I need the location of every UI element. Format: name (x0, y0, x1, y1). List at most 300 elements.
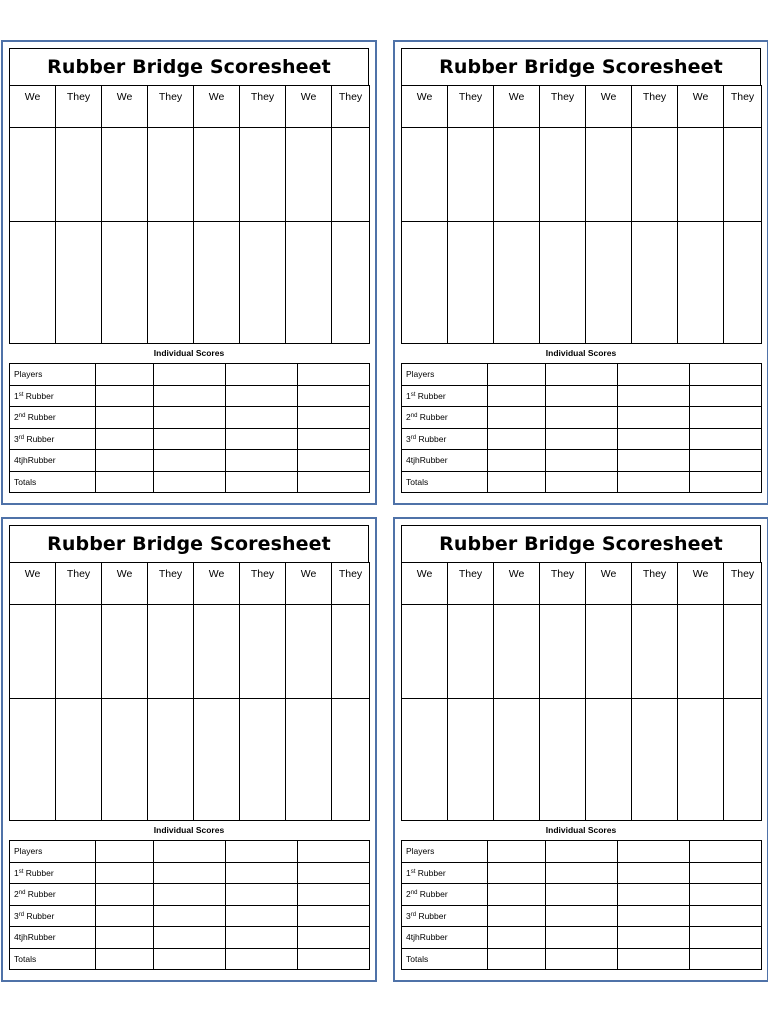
individual-score-cell[interactable] (96, 905, 154, 927)
row-label-suffix: Rubber (23, 390, 54, 401)
row-label (10, 385, 96, 407)
score-cell[interactable] (240, 128, 286, 222)
individual-score-cell[interactable] (154, 407, 226, 429)
score-cell[interactable] (448, 222, 494, 344)
score-cell[interactable] (632, 222, 678, 344)
individual-score-cell[interactable] (298, 862, 370, 884)
score-cell[interactable] (10, 222, 56, 344)
individual-score-cell[interactable] (226, 927, 298, 949)
row-label-ordinal: st (18, 868, 24, 875)
row-label (402, 471, 488, 493)
individual-score-cell[interactable] (690, 407, 762, 429)
score-cell[interactable] (678, 699, 724, 821)
score-cell[interactable] (632, 699, 678, 821)
individual-score-cell[interactable] (690, 927, 762, 949)
score-cell[interactable] (494, 605, 540, 699)
score-cell[interactable] (148, 128, 194, 222)
individual-score-cell[interactable] (298, 364, 370, 386)
individual-score-cell[interactable] (546, 364, 618, 386)
individual-score-cell[interactable] (546, 385, 618, 407)
row-label-suffix: Rubber (416, 433, 447, 444)
individual-score-row (10, 905, 370, 927)
individual-score-cell[interactable] (488, 927, 546, 949)
row-label-main: 4tjhRubber (406, 455, 448, 466)
score-cell[interactable] (56, 222, 102, 344)
column-header-we: We (286, 86, 332, 128)
row-label-ordinal: nd (18, 890, 26, 897)
individual-score-cell[interactable] (618, 905, 690, 927)
score-cell[interactable] (286, 699, 332, 821)
row-label-main: 1 (14, 390, 19, 401)
column-header-they: They (540, 563, 586, 605)
score-table (401, 562, 762, 821)
score-cell[interactable] (632, 605, 678, 699)
individual-score-cell[interactable] (154, 884, 226, 906)
row-label (10, 450, 96, 472)
individual-score-cell[interactable] (226, 407, 298, 429)
column-header-they: They (724, 86, 762, 128)
row-label-main: 1 (14, 867, 19, 878)
score-above-line-row (402, 128, 762, 222)
individual-score-cell[interactable] (298, 407, 370, 429)
individual-score-cell[interactable] (690, 450, 762, 472)
individual-score-cell[interactable] (226, 364, 298, 386)
individual-score-cell[interactable] (154, 471, 226, 493)
individual-score-cell[interactable] (488, 407, 546, 429)
score-below-line-row (402, 699, 762, 821)
column-header-they: They (332, 563, 370, 605)
score-cell[interactable] (724, 128, 762, 222)
row-label-suffix: Rubber (23, 867, 54, 878)
column-header-we: We (678, 86, 724, 128)
column-header-we: We (586, 86, 632, 128)
score-cell[interactable] (194, 222, 240, 344)
score-cell[interactable] (540, 222, 586, 344)
score-cell[interactable] (632, 128, 678, 222)
individual-score-cell[interactable] (690, 948, 762, 970)
score-cell[interactable] (586, 222, 632, 344)
score-cell[interactable] (540, 605, 586, 699)
individual-score-cell[interactable] (226, 841, 298, 863)
score-cell[interactable] (10, 128, 56, 222)
individual-score-cell[interactable] (488, 450, 546, 472)
individual-score-cell[interactable] (154, 927, 226, 949)
individual-score-cell[interactable] (546, 407, 618, 429)
score-above-line-row (10, 605, 370, 699)
individual-score-cell[interactable] (618, 884, 690, 906)
individual-score-cell[interactable] (298, 841, 370, 863)
row-label-suffix: Rubber (24, 433, 55, 444)
individual-score-row (402, 905, 762, 927)
score-cell[interactable] (402, 222, 448, 344)
individual-scores-label: Individual Scores (153, 825, 225, 835)
column-header-they: They (240, 563, 286, 605)
individual-score-cell[interactable] (96, 948, 154, 970)
row-label (402, 905, 488, 927)
column-header-we: We (10, 563, 56, 605)
score-cell[interactable] (724, 699, 762, 821)
individual-score-cell[interactable] (546, 862, 618, 884)
row-label-main: 2 (14, 889, 19, 900)
individual-score-cell[interactable] (226, 862, 298, 884)
row-label-suffix: Rubber (25, 889, 56, 900)
score-cell[interactable] (286, 605, 332, 699)
score-above-line-row (10, 128, 370, 222)
score-cell[interactable] (402, 699, 448, 821)
individual-score-cell[interactable] (690, 385, 762, 407)
row-label-main: Players (406, 369, 435, 380)
score-cell[interactable] (240, 699, 286, 821)
row-label (10, 905, 96, 927)
individual-score-cell[interactable] (96, 407, 154, 429)
score-cell[interactable] (586, 699, 632, 821)
scoresheet-card (1, 517, 377, 982)
scoresheet-body (401, 525, 761, 970)
individual-score-row (10, 428, 370, 450)
individual-score-cell[interactable] (154, 428, 226, 450)
row-label (402, 948, 488, 970)
row-label-ordinal: rd (410, 434, 417, 441)
score-cell[interactable] (494, 222, 540, 344)
score-cell[interactable] (332, 699, 370, 821)
score-header-row (10, 86, 370, 128)
individual-score-cell[interactable] (546, 450, 618, 472)
individual-score-cell[interactable] (546, 841, 618, 863)
row-label (10, 884, 96, 906)
column-header-we: We (286, 563, 332, 605)
score-cell[interactable] (494, 128, 540, 222)
individual-score-row (10, 385, 370, 407)
row-label (402, 428, 488, 450)
score-cell[interactable] (586, 128, 632, 222)
column-header-they: They (148, 86, 194, 128)
score-cell[interactable] (148, 699, 194, 821)
row-label-ordinal: st (410, 868, 416, 875)
row-label (402, 862, 488, 884)
individual-score-cell[interactable] (298, 385, 370, 407)
column-header-they: They (448, 86, 494, 128)
individual-score-cell[interactable] (96, 364, 154, 386)
individual-score-cell[interactable] (154, 948, 226, 970)
score-cell[interactable] (56, 128, 102, 222)
individual-score-cell[interactable] (690, 905, 762, 927)
individual-scores-table (401, 363, 762, 493)
individual-score-cell[interactable] (226, 905, 298, 927)
score-table (9, 85, 370, 344)
score-cell[interactable] (148, 222, 194, 344)
score-header-row (402, 86, 762, 128)
individual-score-cell[interactable] (488, 862, 546, 884)
score-cell[interactable] (194, 128, 240, 222)
row-label-suffix: Rubber (417, 412, 448, 423)
row-label (10, 364, 96, 386)
row-label-ordinal: nd (18, 413, 26, 420)
row-label (10, 428, 96, 450)
individual-score-cell[interactable] (96, 862, 154, 884)
individual-score-cell[interactable] (488, 884, 546, 906)
scoresheet-title: Rubber Bridge Scoresheet (9, 525, 369, 563)
individual-score-row (402, 884, 762, 906)
individual-score-cell[interactable] (226, 471, 298, 493)
row-label-main: Totals (14, 476, 37, 487)
row-label (10, 471, 96, 493)
individual-score-cell[interactable] (488, 841, 546, 863)
score-cell[interactable] (402, 605, 448, 699)
score-cell[interactable] (332, 605, 370, 699)
row-label-ordinal: rd (18, 434, 25, 441)
individual-score-cell[interactable] (154, 862, 226, 884)
row-label-suffix: Rubber (415, 867, 446, 878)
score-cell[interactable] (540, 128, 586, 222)
column-header-we: We (494, 563, 540, 605)
score-cell[interactable] (102, 128, 148, 222)
row-label-main: 2 (406, 412, 411, 423)
individual-score-row (402, 385, 762, 407)
score-cell[interactable] (724, 605, 762, 699)
score-cell[interactable] (240, 605, 286, 699)
row-label-suffix: Rubber (415, 390, 446, 401)
individual-scores-label: Individual Scores (545, 825, 617, 835)
individual-score-cell[interactable] (488, 471, 546, 493)
score-cell[interactable] (540, 699, 586, 821)
row-label-main: 3 (406, 433, 411, 444)
score-cell[interactable] (10, 699, 56, 821)
row-label-ordinal: st (18, 391, 24, 398)
individual-score-cell[interactable] (546, 471, 618, 493)
individual-score-cell[interactable] (298, 450, 370, 472)
individual-score-cell[interactable] (154, 905, 226, 927)
individual-score-cell[interactable] (618, 927, 690, 949)
score-cell[interactable] (402, 128, 448, 222)
row-label (402, 884, 488, 906)
column-header-they: They (632, 86, 678, 128)
row-label-ordinal: rd (410, 911, 417, 918)
score-cell[interactable] (56, 699, 102, 821)
individual-score-row (10, 884, 370, 906)
scoresheet-body (401, 48, 761, 493)
column-header-they: They (632, 563, 678, 605)
individual-score-cell[interactable] (690, 841, 762, 863)
individual-score-row (10, 471, 370, 493)
column-header-they: They (240, 86, 286, 128)
individual-score-cell[interactable] (618, 385, 690, 407)
row-label-main: 4tjhRubber (14, 932, 56, 943)
row-label-suffix: Rubber (25, 412, 56, 423)
individual-score-cell[interactable] (96, 841, 154, 863)
row-label-ordinal: rd (18, 911, 25, 918)
score-cell[interactable] (494, 699, 540, 821)
individual-score-row (402, 471, 762, 493)
individual-score-cell[interactable] (546, 428, 618, 450)
individual-score-cell[interactable] (690, 471, 762, 493)
column-header-we: We (194, 86, 240, 128)
individual-score-cell[interactable] (298, 905, 370, 927)
score-cell[interactable] (586, 605, 632, 699)
row-label-ordinal: st (410, 391, 416, 398)
score-table (401, 85, 762, 344)
scoresheet-title: Rubber Bridge Scoresheet (9, 48, 369, 86)
score-cell[interactable] (194, 699, 240, 821)
scoresheet-title: Rubber Bridge Scoresheet (401, 525, 761, 563)
individual-score-cell[interactable] (96, 450, 154, 472)
individual-score-cell[interactable] (546, 905, 618, 927)
individual-score-cell[interactable] (690, 428, 762, 450)
individual-score-cell[interactable] (690, 364, 762, 386)
individual-score-cell[interactable] (96, 428, 154, 450)
column-header-they: They (56, 86, 102, 128)
individual-score-cell[interactable] (154, 841, 226, 863)
row-label-main: Players (14, 369, 43, 380)
individual-score-row (402, 450, 762, 472)
individual-score-cell[interactable] (154, 364, 226, 386)
score-cell[interactable] (724, 222, 762, 344)
score-below-line-row (10, 222, 370, 344)
row-label (402, 407, 488, 429)
individual-score-cell[interactable] (298, 948, 370, 970)
score-below-line-row (10, 699, 370, 821)
column-header-they: They (724, 563, 762, 605)
individual-score-cell[interactable] (298, 884, 370, 906)
individual-score-row (10, 862, 370, 884)
individual-score-cell[interactable] (690, 862, 762, 884)
individual-scores-table (401, 840, 762, 970)
column-header-they: They (148, 563, 194, 605)
row-label (10, 948, 96, 970)
row-label-suffix: Rubber (24, 910, 55, 921)
scoresheet-body (9, 48, 369, 493)
score-header-row (402, 563, 762, 605)
column-header-we: We (194, 563, 240, 605)
row-label-main: Totals (406, 953, 429, 964)
row-label-main: 1 (406, 867, 411, 878)
score-cell[interactable] (194, 605, 240, 699)
row-label (402, 450, 488, 472)
column-header-we: We (402, 563, 448, 605)
individual-score-cell[interactable] (546, 948, 618, 970)
score-cell[interactable] (102, 222, 148, 344)
row-label-main: 3 (14, 910, 19, 921)
individual-score-cell[interactable] (298, 927, 370, 949)
score-cell[interactable] (10, 605, 56, 699)
individual-score-cell[interactable] (96, 385, 154, 407)
individual-score-row (402, 428, 762, 450)
individual-score-cell[interactable] (488, 905, 546, 927)
individual-score-row (10, 450, 370, 472)
individual-score-cell[interactable] (226, 884, 298, 906)
score-cell[interactable] (286, 128, 332, 222)
column-header-we: We (10, 86, 56, 128)
individual-score-row (402, 841, 762, 863)
row-label-main: 3 (406, 910, 411, 921)
individual-score-cell[interactable] (96, 471, 154, 493)
score-cell[interactable] (56, 605, 102, 699)
row-label (402, 385, 488, 407)
individual-score-cell[interactable] (546, 884, 618, 906)
row-label (402, 841, 488, 863)
column-header-we: We (402, 86, 448, 128)
row-label-suffix: Rubber (416, 910, 447, 921)
individual-score-row (10, 407, 370, 429)
score-cell[interactable] (678, 128, 724, 222)
individual-score-cell[interactable] (298, 471, 370, 493)
score-cell[interactable] (448, 699, 494, 821)
individual-score-cell[interactable] (96, 927, 154, 949)
individual-score-cell[interactable] (226, 385, 298, 407)
row-label-main: 3 (14, 433, 19, 444)
score-cell[interactable] (102, 605, 148, 699)
score-cell[interactable] (286, 222, 332, 344)
individual-score-row (10, 841, 370, 863)
individual-score-cell[interactable] (226, 948, 298, 970)
row-label-main: 1 (406, 390, 411, 401)
row-label (10, 927, 96, 949)
score-cell[interactable] (678, 605, 724, 699)
individual-score-cell[interactable] (226, 428, 298, 450)
individual-score-cell[interactable] (298, 428, 370, 450)
row-label-main: 4tjhRubber (406, 932, 448, 943)
individual-score-cell[interactable] (618, 948, 690, 970)
score-cell[interactable] (332, 222, 370, 344)
individual-score-cell[interactable] (618, 471, 690, 493)
individual-score-cell[interactable] (690, 884, 762, 906)
individual-score-row (10, 927, 370, 949)
individual-score-cell[interactable] (488, 428, 546, 450)
column-header-they: They (448, 563, 494, 605)
column-header-we: We (678, 563, 724, 605)
scoresheet-card (393, 40, 768, 505)
row-label-main: 4tjhRubber (14, 455, 56, 466)
individual-score-cell[interactable] (154, 450, 226, 472)
row-label (402, 364, 488, 386)
individual-score-cell[interactable] (618, 364, 690, 386)
row-label-ordinal: nd (410, 890, 418, 897)
individual-score-cell[interactable] (154, 385, 226, 407)
individual-score-cell[interactable] (96, 884, 154, 906)
score-above-line-row (402, 605, 762, 699)
individual-score-cell[interactable] (546, 927, 618, 949)
score-cell[interactable] (102, 699, 148, 821)
score-cell[interactable] (678, 222, 724, 344)
individual-score-cell[interactable] (618, 841, 690, 863)
individual-scores-label: Individual Scores (545, 348, 617, 358)
individual-score-cell[interactable] (618, 428, 690, 450)
individual-score-row (402, 948, 762, 970)
individual-score-cell[interactable] (618, 450, 690, 472)
score-cell[interactable] (240, 222, 286, 344)
score-cell[interactable] (448, 128, 494, 222)
individual-scores-label: Individual Scores (153, 348, 225, 358)
individual-score-cell[interactable] (488, 948, 546, 970)
scoresheet-card (1, 40, 377, 505)
row-label (402, 927, 488, 949)
individual-score-row (10, 948, 370, 970)
row-label-suffix: Rubber (417, 889, 448, 900)
individual-score-cell[interactable] (226, 450, 298, 472)
score-below-line-row (402, 222, 762, 344)
individual-scores-table (9, 840, 370, 970)
individual-score-cell[interactable] (618, 862, 690, 884)
score-cell[interactable] (148, 605, 194, 699)
column-header-they: They (56, 563, 102, 605)
score-table (9, 562, 370, 821)
row-label-main: 2 (406, 889, 411, 900)
score-cell[interactable] (332, 128, 370, 222)
score-cell[interactable] (448, 605, 494, 699)
individual-score-cell[interactable] (488, 385, 546, 407)
individual-score-cell[interactable] (618, 407, 690, 429)
individual-score-row (402, 862, 762, 884)
individual-score-cell[interactable] (488, 364, 546, 386)
